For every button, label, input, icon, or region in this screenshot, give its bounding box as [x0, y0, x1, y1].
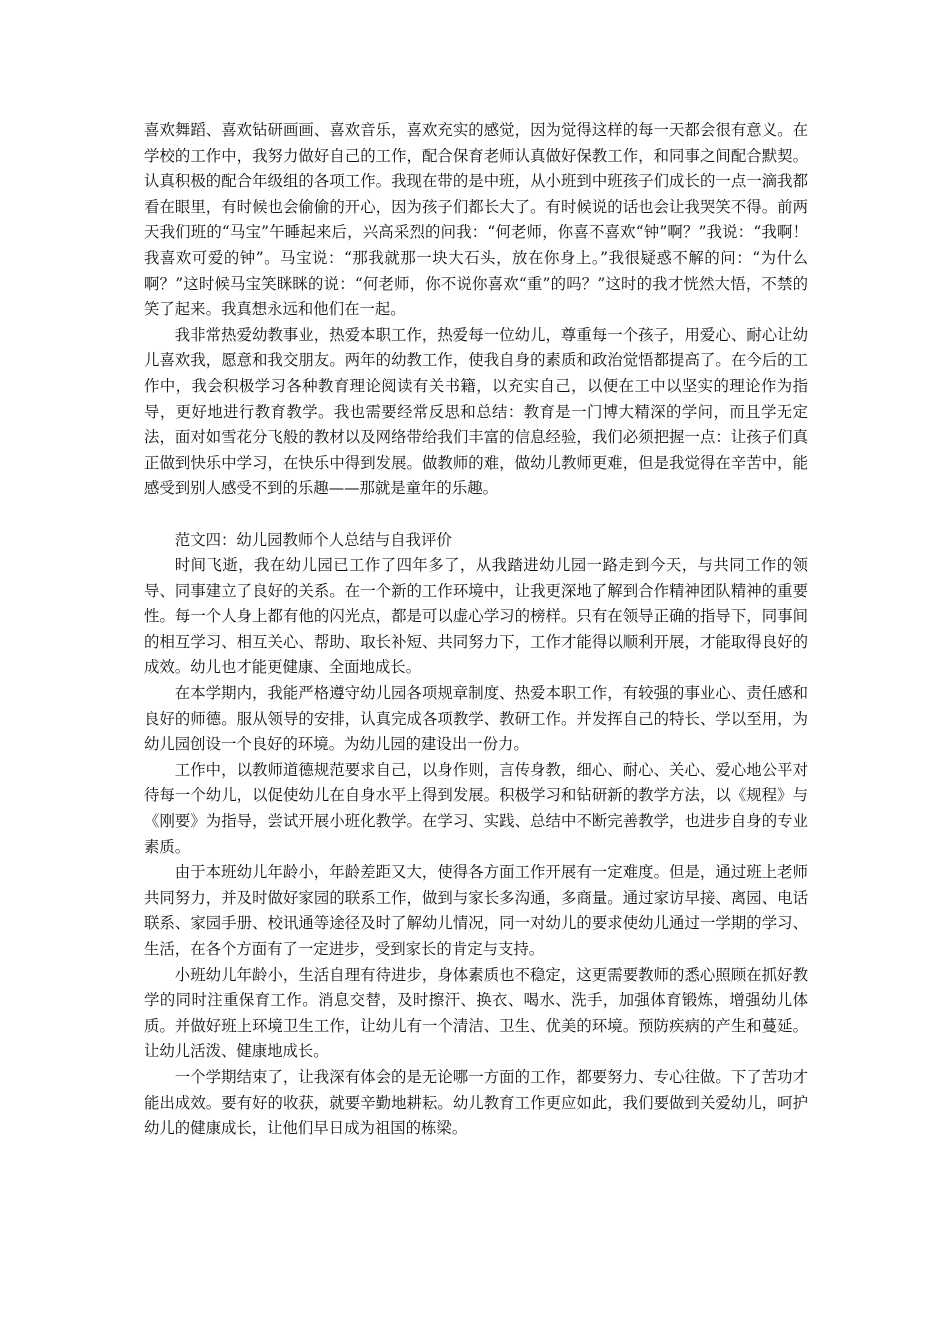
paragraph-continued: 喜欢舞蹈、喜欢钻研画画、喜欢音乐，喜欢充实的感觉，因为觉得这样的每一天都会很有意义。在学校的工作中，我努力做好自己的工作，配合保育老师认真做好保教工作，和同事之间配合默契。认真积极的配合年级组的各项工作。我现在带的是中班，从小班到中班孩子们成长的一点一滴我都看在眼里，有时候也会偷偷的开心，因为孩子们都长大了。有时候说的话也会让我哭笑不得。前两天我们班的“马宝”午睡起来后，兴高采烈的问我：“何老师，你喜不喜欢“钟”啊？”我说：“我啊！我喜欢可爱的钟”。马宝说：“那我就那一块大石头，放在你身上。”我很疑惑不解的问：“为什么啊？”这时候马宝笑眯眯的说：“何老师，你不说你喜欢“重”的吗？”这时的我才恍然大悟，不禁的笑了起来。我真想永远和他们在一起。	[144, 121, 808, 319]
paragraph-care: 小班幼儿年龄小，生活自理有待进步，身体素质也不稳定，这更需要教师的悉心照顾在抓好教学的同时注重保育工作。消息交替，及时擦汗、换衣、喝水、洗手，加强体育锻炼，增强幼儿体质。并做好班上环境卫生工作，让幼儿有一个清洁、卫生、优美的环境。预防疾病的产生和蔓延。让幼儿活泼、健康地成长。	[144, 965, 808, 1061]
paragraph-conclusion: 一个学期结束了，让我深有体会的是无论哪一方面的工作，都要努力、专心往做。下了苦功才能出成效。要有好的收获，就要辛勤地耕耘。幼儿教育工作更应如此，我们要做到关爱幼儿，呵护幼儿的健康成长，让他们早日成为祖国的栋梁。	[144, 1067, 808, 1138]
paragraph-ethics: 工作中，以教师道德规范要求自己，以身作则，言传身教，细心、耐心、关心、爱心地公平对待每一个幼儿，以促使幼儿在自身水平上得到发展。积极学习和钻研新的教学方法，以《规程》与《刚要》为指导，尝试开展小班化教学。在学习、实践、总结中不断完善教学，也进步自身的专业素质。	[144, 760, 808, 856]
paragraph-rules: 在本学期内，我能严格遵守幼儿园各项规章制度、热爱本职工作，有较强的事业心、责任感和良好的师德。服从领导的安排，认真完成各项教学、教研工作。并发挥自己的特长、学以至用，为幼儿园创设一个良好的环境。为幼儿园的建设出一份力。	[144, 684, 808, 754]
paragraph-parents: 由于本班幼儿年龄小，年龄差距又大，使得各方面工作开展有一定难度。但是，通过班上老师共同努力，并及时做好家园的联系工作，做到与家长多沟通，多商量。通过家访早接、离园、电话联系、家园手册、校讯通等途径及时了解幼儿情况，同一对幼儿的要求使幼儿通过一学期的学习、生活，在各个方面有了一定进步，受到家长的肯定与支持。	[144, 863, 808, 958]
section-title: 范文四：幼儿园教师个人总结与自我评价	[174, 530, 452, 549]
paragraph-love-of-teaching: 我非常热爱幼教事业，热爱本职工作，热爱每一位幼儿，尊重每一个孩子，用爱心、耐心让幼儿喜欢我，愿意和我交朋友。两年的幼教工作，使我自身的素质和政治觉悟都提高了。在今后的工作中，我会积极学习各种教育理论阅读有关书籍，以充实自己，以便在工中以坚实的理论作为指导，更好地进行教育教学。我也需要经常反思和总结：教育是一门博大精深的学问，而且学无定法，面对如雪花分飞般的教材以及网络带给我们丰富的信息经验，我们必须把握一点：让孩子们真正做到快乐中学习，在快乐中得到发展。做教师的难，做幼儿教师更难，但是我觉得在辛苦中，能感受到别人感受不到的乐趣——那就是童年的乐趣。	[144, 325, 808, 498]
document-page	[144, 118, 808, 1142]
section-spacer	[144, 502, 808, 528]
paragraph-teamwork: 时间飞逝，我在幼儿园已工作了四年多了，从我踏进幼儿园一路走到今天，与共同工作的领导、同事建立了良好的关系。在一个新的工作环境中，让我更深地了解到合作精神团队精神的重要性。每一个人身上都有他的闪光点，都是可以虚心学习的榜样。只有在领导正确的指导下，同事间的相互学习、相互关心、帮助、取长补短、共同努力下，工作才能得以顺利开展，才能取得良好的成效。幼儿也才能更健康、全面地成长。	[144, 556, 808, 677]
